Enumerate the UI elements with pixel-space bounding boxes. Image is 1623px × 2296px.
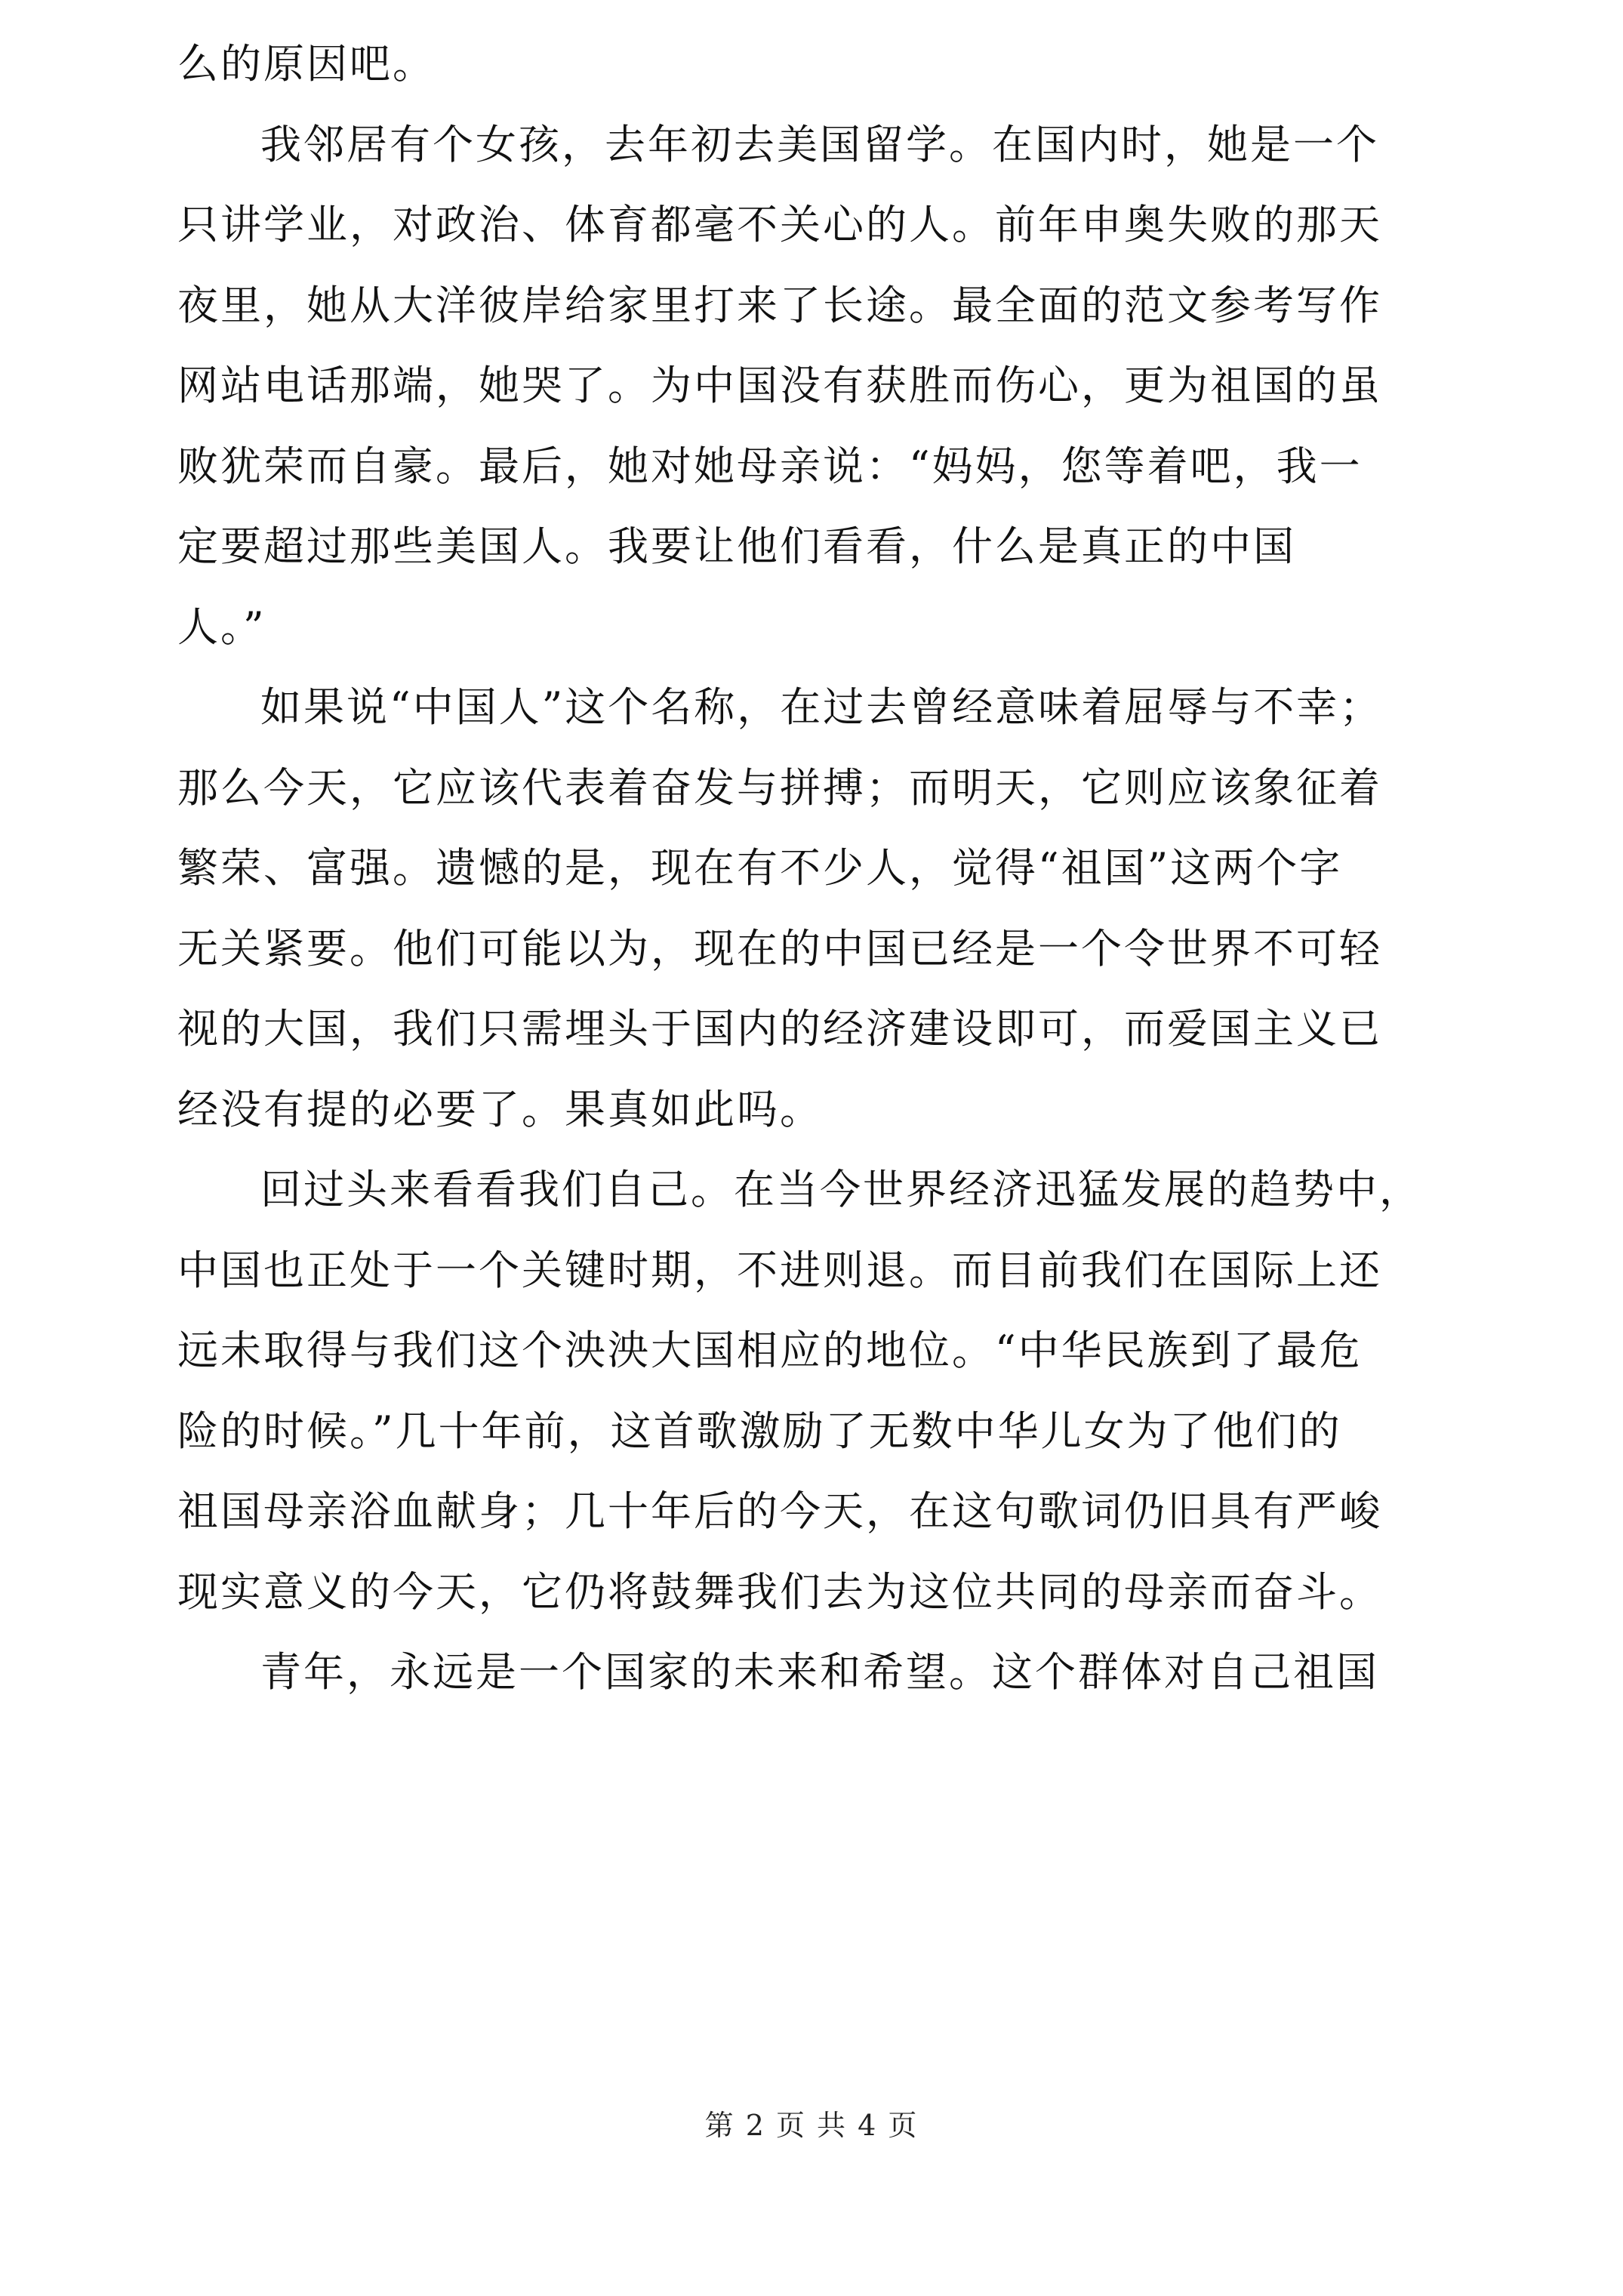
paragraph-line: 人。” bbox=[177, 603, 266, 651]
paragraph-line: 只讲学业，对政治、体育都毫不关心的人。前年申奥失败的那天 bbox=[177, 201, 1382, 248]
paragraph-line: 夜里，她从大洋彼岸给家里打来了长途。最全面的范文参考写作 bbox=[177, 281, 1382, 329]
paragraph-line: 经没有提的必要了。果真如此吗。 bbox=[177, 1085, 823, 1133]
paragraph-line: 中国也正处于一个关键时期，不进则退。而目前我们在国际上还 bbox=[177, 1246, 1382, 1294]
paragraph-line: 那么今天，它应该代表着奋发与拼搏；而明天，它则应该象征着 bbox=[177, 763, 1382, 812]
paragraph-line: 么的原因吧。 bbox=[177, 40, 436, 88]
paragraph-line: 险的时候。”几十年前，这首歌激励了无数中华儿女为了他们的 bbox=[177, 1407, 1342, 1455]
paragraph-line: 现实意义的今天，它仍将鼓舞我们去为这位共同的母亲而奋斗。 bbox=[177, 1567, 1382, 1616]
paragraph-line: 定要超过那些美国人。我要让他们看看，什么是真正的中国 bbox=[177, 522, 1296, 570]
paragraph-line: 青年，永远是一个国家的未来和希望。这个群体对自己祖国 bbox=[260, 1648, 1379, 1696]
paragraph-line: 无关紧要。他们可能以为，现在的中国已经是一个令世界不可轻 bbox=[177, 924, 1382, 972]
paragraph-line: 繁荣、富强。遗憾的是，现在有不少人，觉得“祖国”这两个字 bbox=[177, 844, 1343, 892]
paragraph-line: 我邻居有个女孩，去年初去美国留学。在国内时，她是一个 bbox=[260, 120, 1379, 168]
page-number-footer: 第 2 页 共 4 页 bbox=[704, 2109, 919, 2142]
paragraph-line: 如果说“中国人”这个名称，在过去曾经意味着屈辱与不幸； bbox=[260, 683, 1383, 731]
paragraph-line: 网站电话那端，她哭了。为中国没有获胜而伤心，更为祖国的虽 bbox=[177, 362, 1382, 409]
paragraph-line: 祖国母亲浴血献身；几十年后的今天，在这句歌词仍旧具有严峻 bbox=[177, 1487, 1382, 1535]
paragraph-line: 远未取得与我们这个泱泱大国相应的地位。“中华民族到了最危 bbox=[177, 1327, 1363, 1374]
paragraph-line: 败犹荣而自豪。最后，她对她母亲说：“妈妈，您等着吧，我一 bbox=[177, 442, 1363, 490]
paragraph-line: 回过头来看看我们自己。在当今世界经济迅猛发展的趋势中， bbox=[260, 1166, 1422, 1213]
paragraph-line: 视的大国，我们只需埋头于国内的经济建设即可，而爱国主义已 bbox=[177, 1005, 1382, 1052]
